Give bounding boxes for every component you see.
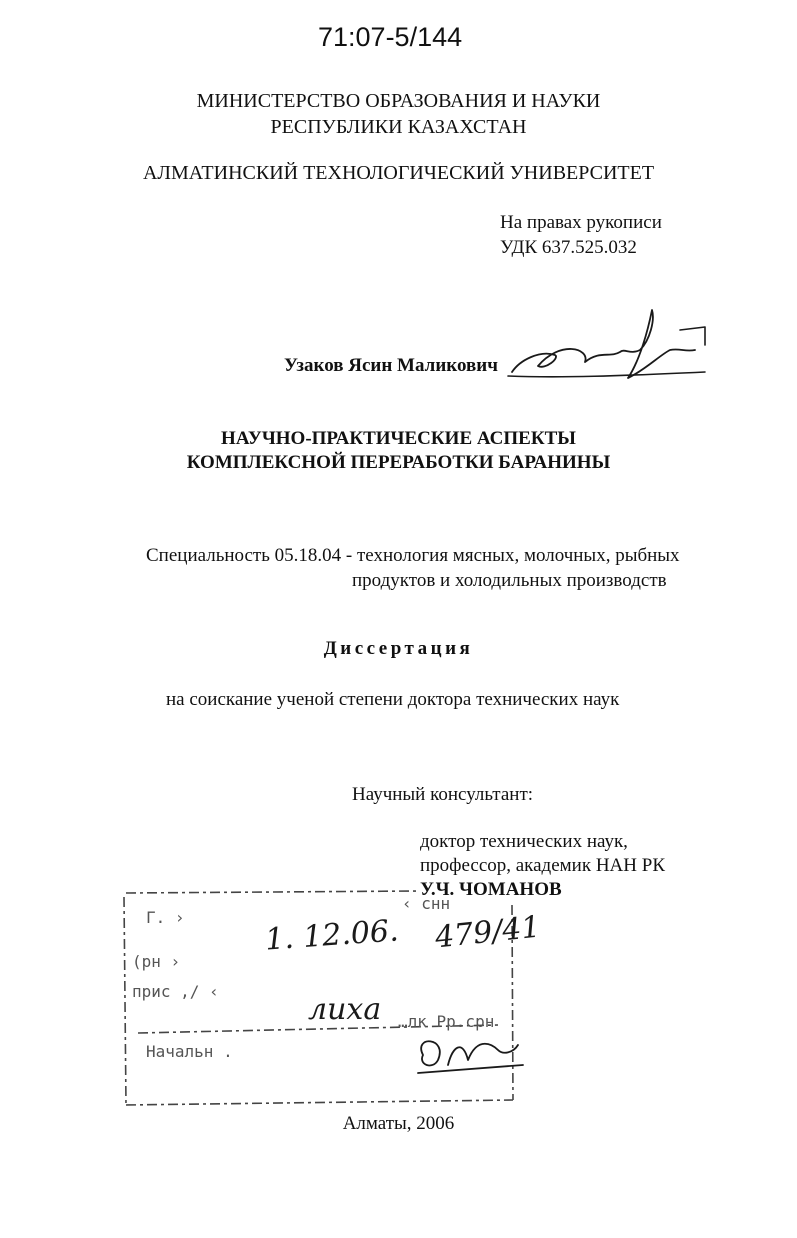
author-signature [500, 300, 710, 390]
degree-line: на соискание ученой степени доктора технических наук [166, 689, 620, 710]
stamp-left-border [124, 897, 126, 1105]
udc-code: УДК 637.525.032 [500, 237, 637, 258]
author-name: Узаков Ясин Маликович [284, 355, 498, 376]
stamp-field-5: ‹ снн [402, 894, 451, 913]
stamp-field-4: Начальн . [146, 1042, 233, 1061]
consultant-degree: доктор технических наук, [420, 831, 628, 852]
university-name: АЛМАТИНСКИЙ ТЕХНОЛОГИЧЕСКИЙ УНИВЕРСИТЕТ [142, 162, 655, 184]
title-line-1: НАУЧНО-ПРАКТИЧЕСКИЕ АСПЕКТЫ [221, 428, 576, 449]
stamp-number: 479/41 [433, 909, 543, 956]
stamp-date: 1. 12.06. [263, 913, 400, 958]
document-code: 71:07-5/144 [318, 22, 463, 52]
footer-city-year: Алматы, 2006 [342, 1113, 455, 1134]
document-type: Диссертация [323, 638, 474, 659]
stamp-field-3: прис ‚/ ‹ [132, 982, 219, 1001]
stamp-top-border [126, 891, 418, 893]
rights-reserved: На правах рукописи [500, 212, 662, 233]
consultant-title: профессор, академик НАН РК [420, 855, 665, 876]
stamp-field-2: (рн › [132, 952, 181, 971]
ministry-line-1: МИНИСТЕРСТВО ОБРАЗОВАНИЯ И НАУКИ [196, 90, 601, 112]
stamp-bottom-border [126, 1100, 513, 1105]
title-line-2: КОМПЛЕКСНОЙ ПЕРЕРАБОТКИ БАРАНИНЫ [186, 452, 611, 473]
consultant-name: У.Ч. ЧОМАНОВ [420, 879, 562, 900]
ministry-line-2: РЕСПУБЛИКИ КАЗАХСТАН [270, 116, 527, 138]
specialty-line-1: Специальность 05.18.04 - технология мясных, молочных, рыбных [146, 545, 680, 566]
stamp-field-1: Г. › [146, 908, 185, 927]
consultant-label: Научный консультант: [352, 784, 534, 805]
specialty-line-2: продуктов и холодильных производств [352, 570, 667, 591]
stamp-field-6: …лк Рр.срн [398, 1012, 495, 1031]
stamp-signature-text: лиха [308, 992, 382, 1027]
